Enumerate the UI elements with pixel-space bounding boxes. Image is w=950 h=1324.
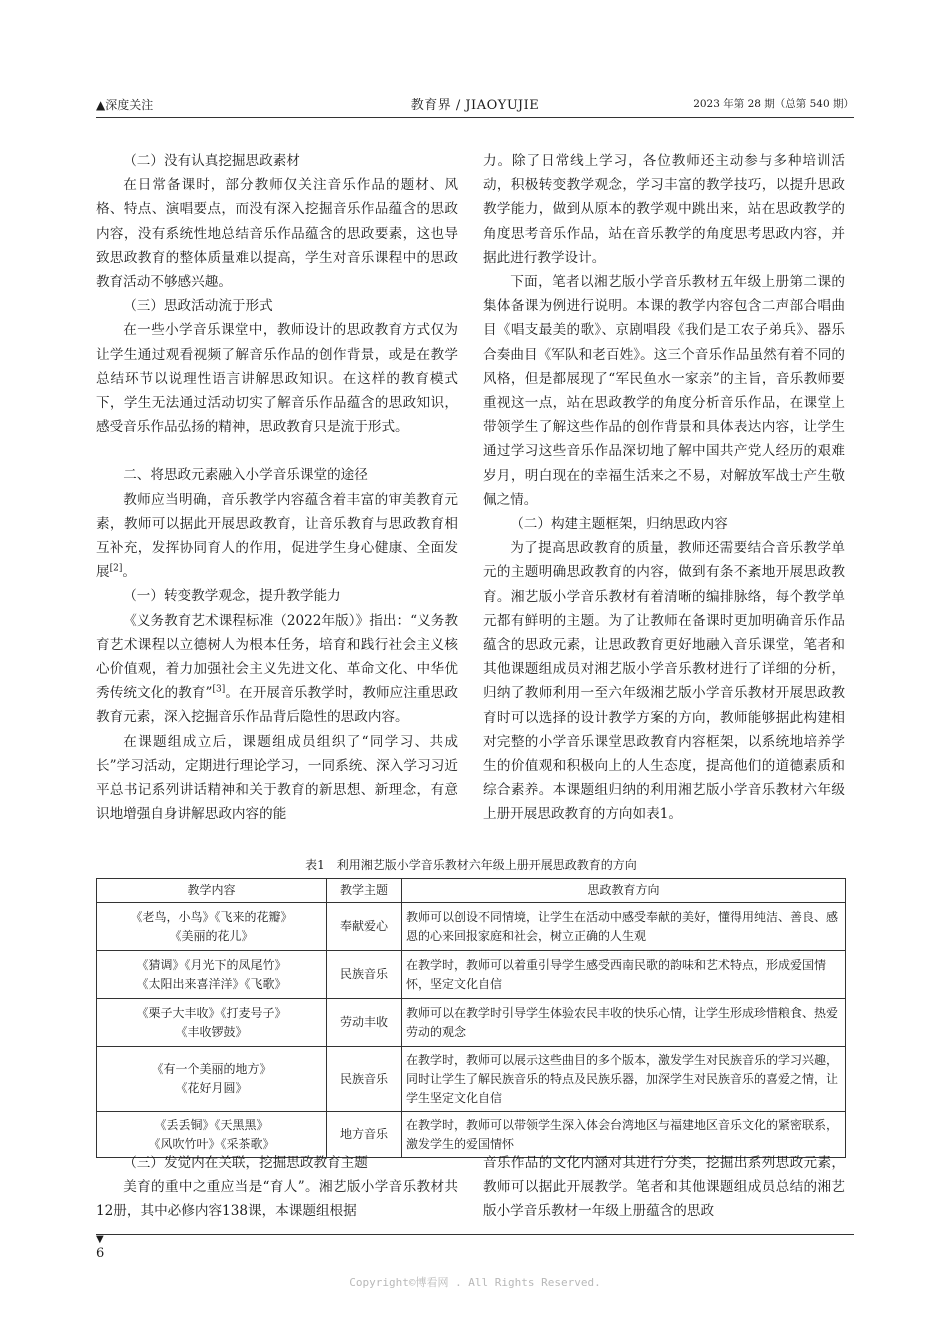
citation: [2] — [109, 563, 123, 574]
section-label: ▲深度关注 — [96, 98, 154, 112]
subheading-s3: （三）发觉内在关联，挖掘思政教育主题 — [123, 1155, 368, 1171]
paragraph: 在日常备课时，部分教师仅关注音乐作品的题材、风格、特点、演唱要点，而没有深入挖掘音乐作品蕴含的思政内容，没有系统性地总结音乐作品蕴含的思政要素，这也导致思政教育的整体质量难以提高，学生对音乐课程中的思政教育活动不够感兴趣。 — [96, 177, 458, 291]
paragraph: 美育的重中之重应当是“育人”。湘艺版小学音乐教材共12册，其中必修内容138课，本课题组根据 — [96, 1179, 458, 1220]
cell-theme: 民族音乐 — [327, 951, 402, 999]
cell-direction: 在教学时，教师可以展示这些曲目的多个版本，激发学生对民族音乐的学习兴趣，同时让学生了解民族音乐的特点及民族乐器，加深学生对民族音乐的喜爱之情，让学生坚定文化自信 — [402, 1047, 846, 1112]
cell-direction: 教师可以在教学时引导学生体验农民丰收的快乐心情，让学生形成珍惜粮食、热爱劳动的观念 — [402, 999, 846, 1047]
cell-direction: 在教学时，教师可以着重引导学生感受西南民歌的韵味和艺术特点，形成爱国情怀，坚定文化自信 — [402, 951, 846, 999]
cell-content: 《老鸟，小鸟》《飞来的花瓣》 《美丽的花儿》 — [97, 903, 327, 951]
table-header: 教学内容 — [97, 879, 327, 903]
table-row — [97, 1047, 846, 1112]
copyright-watermark: Copyright©博看网 . All Rights Reserved. — [349, 1276, 601, 1289]
subheading-s1: （一）转变教学观念，提升教学能力 — [123, 588, 341, 605]
table-row — [97, 903, 846, 951]
table-header-row — [97, 879, 846, 903]
spacer — [96, 439, 458, 463]
page-header — [96, 92, 854, 116]
citation: [3] — [212, 684, 226, 695]
column-right-top — [483, 149, 845, 827]
table-row — [97, 951, 846, 999]
table-header: 思政教育方向 — [402, 879, 846, 903]
paragraph: 教师应当明确，音乐教学内容蕴含着丰富的审美教育元素，教师可以据此开展思政教育，让音乐教育与思政教育相互补充，发挥协同育人的作用，促进学生身心健康、全面发展[2]。 — [96, 491, 458, 581]
cell-content: 《猜调》《月光下的凤尾竹》 《太阳出来喜洋洋》《飞歌》 — [97, 951, 327, 999]
cell-theme: 奉献爱心 — [327, 903, 402, 951]
cell-theme: 劳动丰收 — [327, 999, 402, 1047]
table-caption: 表1 利用湘艺版小学音乐教材六年级上册开展思政教育的方向 — [305, 858, 637, 872]
section-heading: 二、将思政元素融入小学音乐课堂的途径 — [123, 467, 368, 484]
footer-divider — [96, 1234, 854, 1235]
data-table — [96, 878, 846, 1158]
paragraph-text: 教师应当明确，音乐教学内容蕴含着丰富的审美教育元素，教师可以据此开展思政教育，让音乐教育与思政教育相互补充，发挥协同育人的作用，促进学生身心健康、全面发展 — [96, 491, 458, 581]
cell-content: 《栗子大丰收》《打麦号子》 《丰收锣鼓》 — [97, 999, 327, 1047]
table-header: 教学主题 — [327, 879, 402, 903]
paragraph: 下面，笔者以湘艺版小学音乐教材五年级上册第二课的集体备课为例进行说明。本课的教学内容包含二声部合唱曲目《唱支最美的歌》、京剧唱段《我们是工农子弟兵》、器乐合奏曲目《军队和老百姓》。这三个音乐作品虽然有着不同的风格，但是都展现了“军民鱼水一家亲”的主旨，音乐教师要重视这一点，站在思政教学的角度分析音乐作品，在课堂上带领学生了解这些作品的创作背景和具体表达内容，让学生通过学习这些音乐作品深切地了解中国共产党人经历的艰难岁月，明白现在的幸福生活来之不易，对解放军战士产生敬佩之情。 — [483, 274, 845, 508]
cell-theme: 民族音乐 — [327, 1047, 402, 1112]
cell-theme: 地方音乐 — [327, 1112, 402, 1158]
header-divider — [96, 117, 854, 118]
paragraph-text: 。在开展音乐教学时，教师应注重思政教育元素，深入挖掘音乐作品背后隐性的思政内容。 — [96, 685, 458, 726]
journal-title: 教育界 / JIAOYUJIE — [410, 98, 540, 113]
paragraph: 力。除了日常线上学习，各位教师还主动参与多种培训活动，积极转变教学观念，学习丰富的教学技巧，以提升思政教学能力，做到从原本的教学观中跳出来，站在思政教学的角度思考音乐作品，站在音乐教学的角度思考思政内容，并据此进行教学设计。 — [483, 153, 845, 266]
cell-direction: 在教学时，教师可以带领学生深入体会台湾地区与福建地区音乐文化的紧密联系，激发学生的爱国情怀 — [402, 1112, 846, 1158]
paragraph: 在一些小学音乐课堂中，教师设计的思政教育方式仅为让学生通过观看视频了解音乐作品的创作背景，或是在教学总结环节以说理性语言讲解思政知识。在这样的教育模式下，学生无法通过活动切实了解音乐作品蕴含的思政知识，感受音乐作品弘扬的精神，思政教育只是流于形式。 — [96, 322, 458, 436]
cell-content: 《丢丢铜》《天黑黑》 《风吹竹叶》《采茶歌》 — [97, 1112, 327, 1158]
column-left-bottom — [96, 1151, 458, 1224]
paragraph: 在课题组成立后，课题组成员组织了“同学习、共成长”学习活动，定期进行理论学习，一同系统、深入学习习近平总书记系列讲话精神和关于教育的新思想、新理念，有意识地增强自身讲解思政内容的能 — [96, 733, 458, 823]
paragraph-text: 《义务教育艺术课程标准（2022年版）》指出：“义务教育艺术课程以立德树人为根本任务，培育和践行社会主义核心价值观，着力加强社会主义先进文化、革命文化、中华优秀传统文化的教育” — [96, 612, 458, 702]
subheading-s2: （二）构建主题框架，归纳思政内容 — [510, 516, 728, 533]
triangle-down-icon: ▼ — [96, 1234, 104, 1245]
column-left-top — [96, 149, 458, 826]
table-row — [97, 999, 846, 1047]
paragraph — [96, 609, 458, 730]
cell-content: 《有一个美丽的地方》 《花好月圆》 — [97, 1047, 327, 1112]
subheading-3: （三）思政活动流于形式 — [123, 298, 273, 315]
subheading-2: （二）没有认真挖掘思政素材 — [123, 153, 300, 169]
page-number: 6 — [96, 1246, 105, 1261]
column-right-bottom — [483, 1151, 845, 1224]
cell-direction: 教师可以创设不同情境，让学生在活动中感受奉献的美好，懂得用纯洁、善良、感恩的心来回报家庭和社会，树立正确的人生观 — [402, 903, 846, 951]
paragraph: 音乐作品的文化内涵对其进行分类，挖掘出系列思政元素，教师可以据此开展教学。笔者和其他课题组成员总结的湘艺版小学音乐教材一年级上册蕴含的思政 — [483, 1155, 845, 1220]
issue-info: 2023 年第 28 期（总第 540 期） — [693, 98, 854, 110]
paragraph: 为了提高思政教育的质量，教师还需要结合音乐教学单元的主题明确思政教育的内容，做到有条不紊地开展思政教育。湘艺版小学音乐教材有着清晰的编排脉络，每个教学单元都有鲜明的主题。为了让教师在备课时更加明确音乐作品蕴含的思政元素，让思政教育更好地融入音乐课堂，笔者和其他课题组成员对湘艺版小学音乐教材进行了详细的分析，归纳了教师利用一至六年级湘艺版小学音乐教材开展思政教育时可以选择的设计教学方案的方向，教师能够据此构建相对完整的小学音乐课堂思政教育内容框架，以系统地培养学生的价值观和积极向上的人生态度，提高他们的道德素质和综合素养。本课题组归纳的利用湘艺版小学音乐教材六年级上册开展思政教育的方向如表1。 — [483, 540, 845, 823]
